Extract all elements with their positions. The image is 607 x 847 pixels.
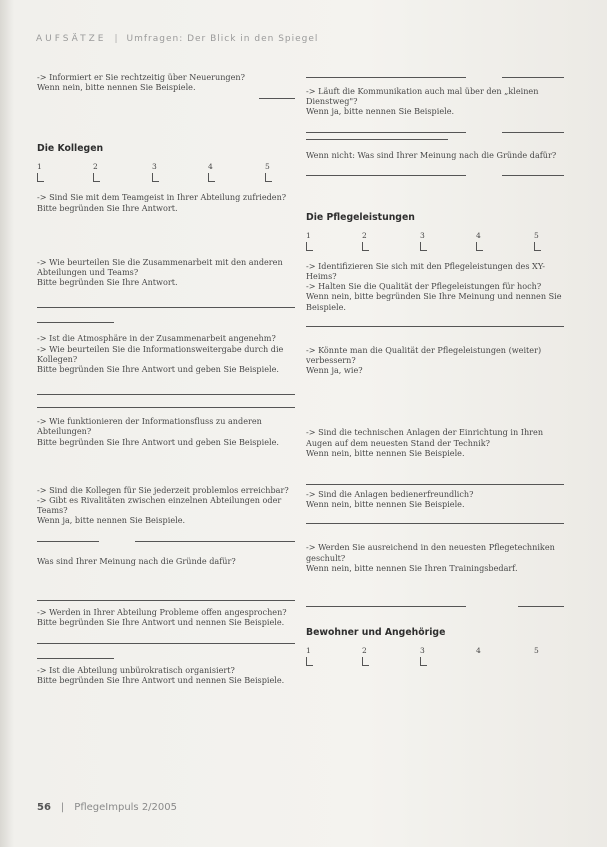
page-footer [37, 802, 177, 813]
answer-line[interactable] [37, 600, 295, 601]
answer-lines[interactable] [306, 117, 564, 133]
rating-checkbox[interactable] [420, 242, 427, 251]
rating-scale-pflege [306, 231, 564, 257]
scale-number: 2 [362, 230, 367, 240]
scale-number: 1 [37, 162, 42, 172]
rating-checkbox[interactable] [37, 173, 44, 182]
question-subtext: Bitte begründen Sie Ihre Antwort und nennen Sie Beispiele. [37, 617, 285, 628]
question-subtext: Wenn nein, bitte nennen Sie Beispiele. [306, 499, 465, 510]
question-subtext: Bitte begründen Sie Ihre Antwort und nennen Sie Beispiele. [37, 675, 285, 686]
question-subtext: Wenn nein, bitte begründen Sie Ihre Meinung und nennen Sie Beispiele. [306, 291, 562, 312]
question-text: -> Sind die Anlagen bedienerfreundlich? [306, 489, 474, 500]
question-text: -> Wie beurteilen Sie die Zusammenarbeit mit den anderen Abteilungen und Teams? [37, 256, 283, 278]
question-subtext: Wenn nein, bitte nennen Sie Ihren Trainingsbedarf. [306, 562, 518, 573]
rating-checkbox[interactable] [476, 242, 483, 251]
answer-line[interactable] [306, 523, 564, 524]
answer-line[interactable] [306, 139, 448, 140]
scale-number: 5 [265, 162, 270, 172]
question-text: -> Wie beurteilen Sie die Informationsweitergabe durch die Kollegen? [37, 343, 284, 364]
answer-lines[interactable] [306, 68, 564, 78]
rating-checkbox[interactable] [306, 242, 313, 251]
scale-number: 1 [306, 646, 311, 656]
scale-number: 4 [476, 230, 481, 240]
section-heading-bewohner: Bewohner und Angehörige [306, 627, 446, 639]
rating-checkbox[interactable] [362, 242, 369, 251]
answer-line[interactable] [37, 322, 114, 323]
rating-checkbox[interactable] [208, 173, 215, 182]
right-column [306, 68, 564, 672]
question-subtext: Bitte begründen Sie Ihre Antwort und geben Sie Beispiele. [37, 436, 279, 447]
question-text: -> Läuft die Kommunikation auch mal über den „kleinen Dienstweg"? [306, 86, 539, 107]
question-text: -> Ist die Abteilung unbürokratisch organisiert? [37, 665, 235, 676]
scale-number: 2 [93, 162, 98, 172]
question-subtext: Bitte begründen Sie Ihre Antwort und geben Sie Beispiele. [37, 364, 279, 375]
answer-line[interactable] [306, 326, 564, 327]
scale-number: 4 [476, 646, 481, 656]
scale-number: 3 [420, 646, 425, 656]
question-subtext: Wenn nein, bitte nennen Sie Beispiele. [37, 82, 196, 93]
page-number: 56 [37, 802, 51, 813]
rating-scale-kollegen [37, 162, 295, 188]
question-text: -> Sind die Kollegen für Sie jederzeit problemlos erreichbar? [37, 484, 289, 495]
answer-line[interactable] [37, 658, 114, 659]
question-subtext: Bitte begründen Sie Ihre Antwort. [37, 202, 178, 213]
left-column [37, 68, 295, 686]
question-subtext: Wenn ja, bitte nennen Sie Beispiele. [306, 106, 455, 117]
question-text: -> Identifizieren Sie sich mit den Pflegeleistungen des XY-Heims? [306, 260, 546, 282]
rating-checkbox[interactable] [362, 657, 369, 666]
question-text: -> Werden Sie ausreichend in den neuesten Pflegetechniken geschult? [306, 542, 555, 563]
scale-number: 3 [152, 162, 157, 172]
section-heading-kollegen: Die Kollegen [37, 143, 104, 155]
rating-scale-bewohner [306, 646, 564, 672]
rating-checkbox[interactable] [93, 173, 100, 182]
rating-checkbox[interactable] [152, 173, 159, 182]
question-text: Was sind Ihrer Meinung nach die Gründe dafür? [37, 555, 236, 566]
answer-line[interactable] [37, 407, 295, 408]
scale-number: 5 [534, 230, 539, 240]
rating-checkbox[interactable] [306, 657, 313, 666]
answer-lines[interactable] [306, 591, 564, 607]
question-text: -> Könnte man die Qualität der Pflegeleistungen (weiter) verbessern? [306, 344, 542, 366]
question-subtext: Wenn ja, wie? [306, 365, 363, 376]
magazine-name: PflegeImpuls 2/2005 [74, 802, 178, 813]
rating-checkbox[interactable] [420, 657, 427, 666]
scale-number: 1 [306, 230, 311, 240]
question-text: -> Gibt es Rivalitäten zwischen einzelnen Abteilungen oder Teams? [37, 495, 282, 516]
question-subtext: Wenn ja, bitte nennen Sie Beispiele. [37, 515, 186, 526]
rating-checkbox[interactable] [265, 173, 272, 182]
question-text: -> Sind Sie mit dem Teamgeist in Ihrer Abteilung zufrieden? [37, 192, 287, 203]
rating-checkbox[interactable] [534, 242, 541, 251]
section-heading-pflege: Die Pflegeleistungen [306, 211, 415, 223]
section-label: AUFSÄTZE [36, 34, 107, 44]
answer-lines[interactable] [306, 160, 564, 176]
scale-number: 2 [362, 646, 367, 656]
question-text: -> Ist die Atmosphäre in der Zusammenarbeit angenehm? [37, 333, 276, 344]
answer-line[interactable] [37, 643, 295, 644]
answer-line[interactable] [259, 98, 295, 99]
question-text: -> Informiert er Sie rechtzeitig über Neuerungen? [37, 72, 245, 82]
scale-number: 5 [534, 646, 539, 656]
question-text: Wenn nicht: Was sind Ihrer Meinung nach die Gründe dafür? [306, 149, 557, 160]
answer-line[interactable] [37, 394, 295, 395]
scale-number: 4 [208, 162, 213, 172]
scale-number: 3 [420, 230, 425, 240]
header-subtitle: Umfragen: Der Blick in den Spiegel [126, 34, 319, 44]
question-text: -> Werden in Ihrer Abteilung Probleme offen angesprochen? [37, 606, 287, 617]
question-text: -> Wie funktionieren der Informationsfluss zu anderen Abteilungen? [37, 416, 262, 437]
question-subtext: Bitte begründen Sie Ihre Antwort. [37, 277, 178, 288]
answer-line[interactable] [37, 307, 295, 308]
question-subtext: Wenn nein, bitte nennen Sie Beispiele. [306, 447, 465, 458]
question-text: -> Sind die technischen Anlagen der Einrichtung in Ihren Augen auf dem neuesten Stand der Technik? [306, 427, 544, 448]
running-header [36, 34, 318, 44]
header-separator: | [114, 34, 119, 44]
answer-line[interactable] [306, 484, 564, 485]
answer-lines[interactable] [37, 526, 295, 542]
question-text: -> Halten Sie die Qualität der Pflegeleistungen für hoch? [306, 281, 542, 292]
footer-separator: | [60, 802, 65, 813]
